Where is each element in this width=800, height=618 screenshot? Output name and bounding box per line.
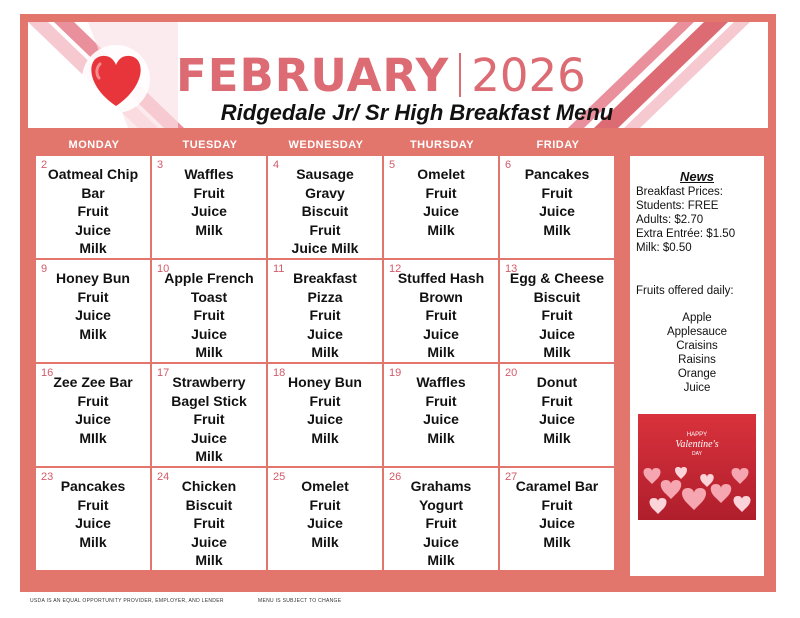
- fruit-item: Orange: [677, 368, 717, 380]
- heart-icon: [78, 44, 154, 114]
- menu-items: [384, 269, 498, 362]
- menu-items: [268, 373, 382, 447]
- menu-item: Biscuit: [301, 203, 349, 219]
- menu-items: [500, 477, 614, 551]
- menu-item: Milk: [543, 429, 571, 446]
- news-title: News: [680, 169, 714, 184]
- menu-item: Toast: [190, 288, 228, 305]
- menu-item: Omelet: [417, 166, 465, 182]
- footer-equal-opportunity: USDA IS AN EQUAL OPPORTUNITY PROVIDER, EMPLOYER, AND LENDER: [30, 598, 224, 604]
- news-line-prices: Breakfast Prices:: [636, 186, 723, 198]
- fruit-item: Applesauce: [666, 326, 728, 338]
- menu-items: [152, 165, 266, 239]
- day-number: 26: [389, 471, 402, 483]
- menu-day-cell: [152, 468, 266, 570]
- menu-item: Fruit: [77, 203, 109, 219]
- day-number: 19: [389, 367, 402, 379]
- menu-item: Milk: [195, 552, 223, 568]
- menu-item: Milk: [543, 221, 571, 238]
- day-header-tuesday: TUESDAY: [182, 139, 238, 151]
- menu-item: Fruit: [425, 184, 457, 201]
- menu-item: Fruit: [541, 392, 573, 409]
- menu-item: Oatmeal Chip: [47, 166, 139, 182]
- menu-item: Omelet: [301, 478, 349, 494]
- menu-items: [268, 477, 382, 551]
- menu-item: Fruit: [541, 496, 573, 513]
- menu-item: Milk: [543, 344, 571, 360]
- day-number: 9: [41, 263, 48, 275]
- menu-day-cell: [268, 364, 382, 466]
- day-number: 10: [157, 263, 170, 275]
- news-line-extra-entree: Extra Entrée: $1.50: [636, 228, 736, 240]
- menu-item: Juice: [423, 325, 459, 342]
- menu-item: Juice: [539, 325, 575, 342]
- menu-item: Breakfast: [293, 270, 357, 286]
- menu-day-cell: [268, 468, 382, 570]
- menu-item: Juice: [191, 429, 227, 446]
- menu-item: Fruit: [77, 288, 109, 305]
- menu-item: Juice: [75, 221, 111, 238]
- menu-item: Milk: [311, 344, 339, 360]
- menu-item: Caramel Bar: [515, 478, 599, 494]
- menu-item: Juice: [539, 203, 575, 219]
- day-header-friday: FRIDAY: [536, 139, 580, 151]
- menu-item: Milk: [543, 533, 571, 550]
- menu-item: Juice: [75, 515, 111, 531]
- menu-item: Egg & Cheese: [509, 270, 605, 286]
- day-number: 17: [157, 367, 170, 379]
- menu-item: Juice: [307, 325, 343, 342]
- menu-item: Fruit: [309, 392, 341, 409]
- day-number: 2: [41, 159, 48, 171]
- menu-item: Waffles: [416, 374, 466, 390]
- menu-item: Juice: [191, 203, 227, 219]
- day-number: 5: [389, 159, 396, 171]
- menu-grid: [36, 156, 616, 576]
- menu-item: Juice: [75, 307, 111, 323]
- day-number: 12: [389, 263, 402, 275]
- menu-items: [384, 373, 498, 447]
- menu-items: [384, 165, 498, 239]
- menu-item: Milk: [195, 221, 223, 238]
- menu-item: Milk: [195, 344, 223, 360]
- menu-day-cell: [500, 364, 614, 466]
- menu-items: [152, 477, 266, 570]
- menu-items: [36, 373, 150, 447]
- day-number: 4: [273, 159, 280, 171]
- valentines-day-image: [638, 414, 756, 520]
- day-header-thursday: THURSDAY: [409, 139, 475, 151]
- day-number: 18: [273, 367, 286, 379]
- menu-item: Yogurt: [418, 496, 464, 513]
- menu-day-cell: [500, 156, 614, 258]
- menu-item: Fruit: [309, 221, 341, 238]
- menu-item: Biscuit: [533, 288, 581, 305]
- menu-item: Fruit: [425, 392, 457, 409]
- menu-item: Strawberry: [172, 374, 246, 390]
- menu-item: Milk: [79, 325, 107, 342]
- menu-item: Milk: [79, 533, 107, 550]
- menu-items: [36, 165, 150, 258]
- menu-day-cell: [384, 468, 498, 570]
- menu-day-cell: [500, 260, 614, 362]
- menu-item: Milk: [427, 344, 455, 360]
- day-number: 16: [41, 367, 54, 379]
- menu-item: Fruit: [193, 515, 225, 531]
- menu-item: Honey Bun: [288, 374, 362, 390]
- menu-item: Chicken: [181, 478, 237, 494]
- menu-day-cell: [384, 260, 498, 362]
- menu-item: Milk: [79, 240, 107, 256]
- day-number: 13: [505, 263, 518, 275]
- menu-day-cell: [36, 260, 150, 362]
- menu-item: Juice: [307, 411, 343, 427]
- fruit-item: Raisins: [678, 354, 716, 366]
- menu-items: [384, 477, 498, 570]
- title-row: [176, 44, 586, 106]
- fruit-item: Apple: [682, 312, 712, 324]
- menu-item: Gravy: [305, 184, 345, 201]
- menu-item: Honey Bun: [56, 270, 130, 286]
- menu-day-cell: [152, 260, 266, 362]
- menu-items: [36, 269, 150, 343]
- fruit-item: Craisins: [676, 340, 718, 352]
- menu-day-cell: [36, 364, 150, 466]
- menu-item: Juice: [539, 411, 575, 427]
- fruit-item: Juice: [683, 382, 711, 394]
- menu-item: Juice: [423, 203, 459, 219]
- menu-item: Donut: [536, 374, 578, 390]
- menu-day-cell: [36, 156, 150, 258]
- menu-item: Milk: [427, 429, 455, 446]
- menu-item: Pancakes: [524, 166, 590, 182]
- day-number: 25: [273, 471, 286, 483]
- menu-item: Fruit: [541, 184, 573, 201]
- menu-item: Pizza: [307, 288, 343, 305]
- menu-item: Juice: [539, 515, 575, 531]
- menu-item: Apple French: [164, 270, 254, 286]
- menu-item: Grahams: [410, 478, 472, 494]
- menu-item: Fruit: [425, 307, 457, 323]
- footer-subject-to-change: MENU IS SUBJECT TO CHANGE: [258, 598, 342, 604]
- menu-item: Milk: [311, 429, 339, 446]
- menu-item: Juice: [191, 533, 227, 550]
- day-header-wednesday: WEDNESDAY: [288, 139, 364, 151]
- menu-item: Fruit: [193, 307, 225, 323]
- menu-item: Fruit: [425, 515, 457, 531]
- menu-day-cell: [384, 364, 498, 466]
- menu-item: Stuffed Hash: [397, 270, 485, 286]
- menu-item: Juice: [307, 515, 343, 531]
- menu-item: Fruit: [77, 496, 109, 513]
- menu-day-cell: [152, 156, 266, 258]
- menu-day-cell: [384, 156, 498, 258]
- menu-item: Sausage: [296, 166, 354, 182]
- news-line-students: Students: FREE: [636, 200, 719, 212]
- valentine-text-happy: HAPPY: [686, 432, 708, 438]
- day-number: 24: [157, 471, 170, 483]
- menu-item: MIlk: [79, 429, 107, 446]
- fruits-heading: Fruits offered daily:: [636, 285, 734, 297]
- day-number: 27: [505, 471, 518, 483]
- day-number: 6: [505, 159, 512, 171]
- day-number: 11: [273, 263, 285, 275]
- valentine-text-day: DAY: [692, 451, 702, 457]
- menu-item: Juice: [191, 325, 227, 342]
- menu-item: Milk: [427, 221, 455, 238]
- day-header-monday: MONDAY: [68, 139, 120, 151]
- menu-item: Milk: [427, 552, 455, 568]
- menu-item: Biscuit: [185, 496, 233, 513]
- day-number: 3: [157, 159, 164, 171]
- menu-item: Juice: [423, 533, 459, 550]
- menu-item: Bar: [81, 184, 105, 201]
- title-year: 2026: [471, 48, 586, 102]
- menu-item: Fruit: [193, 184, 225, 201]
- menu-items: [36, 477, 150, 551]
- day-number: 20: [505, 367, 518, 379]
- title-month: FEBRUARY: [176, 48, 450, 102]
- news-line-adults: Adults: $2.70: [636, 214, 704, 226]
- menu-item: Fruit: [309, 496, 341, 513]
- menu-items: [268, 165, 382, 258]
- menu-item: Milk: [195, 448, 223, 464]
- menu-item: Fruit: [541, 307, 573, 323]
- menu-item: Juice: [423, 411, 459, 427]
- menu-item: Juice: [75, 411, 111, 427]
- menu-items: [152, 269, 266, 362]
- menu-item: Waffles: [184, 166, 234, 182]
- day-headers: [36, 135, 616, 155]
- menu-item: Fruit: [77, 392, 109, 409]
- menu-items: [268, 269, 382, 362]
- menu-item: Zee Zee Bar: [53, 374, 133, 390]
- day-number: 23: [41, 471, 54, 483]
- menu-items: [500, 373, 614, 447]
- menu-item: Pancakes: [60, 478, 126, 494]
- valentine-text-script: Valentine's: [675, 439, 719, 450]
- menu-items: [152, 373, 266, 466]
- menu-day-cell: [268, 260, 382, 362]
- menu-items: [500, 269, 614, 362]
- menu-item: Fruit: [193, 411, 225, 427]
- title-separator: [459, 53, 461, 97]
- menu-item: Milk: [311, 533, 339, 550]
- menu-item: Bagel Stick: [171, 392, 247, 409]
- menu-item: Fruit: [309, 307, 341, 323]
- menu-day-cell: [500, 468, 614, 570]
- header-banner: [28, 22, 768, 128]
- menu-subtitle: Ridgedale Jr/ Sr High Breakfast Menu: [220, 100, 614, 125]
- menu-day-cell: [152, 364, 266, 466]
- menu-item: Juice Milk: [291, 240, 359, 256]
- menu-item: Brown: [419, 288, 463, 305]
- news-panel: [630, 156, 764, 576]
- menu-day-cell: [268, 156, 382, 258]
- menu-items: [500, 165, 614, 239]
- menu-day-cell: [36, 468, 150, 570]
- news-line-milk: Milk: $0.50: [636, 242, 692, 254]
